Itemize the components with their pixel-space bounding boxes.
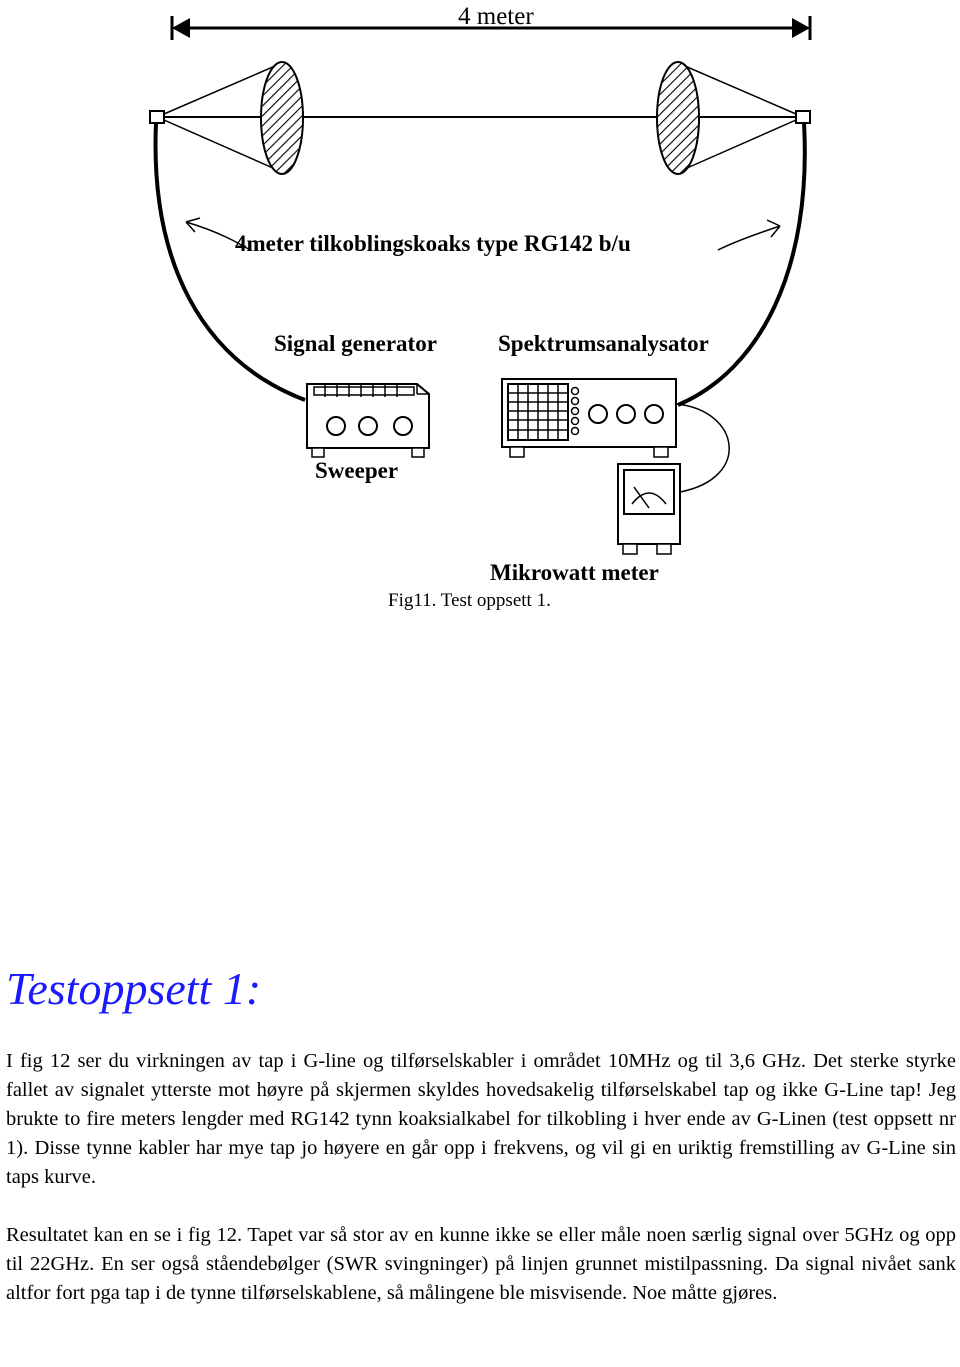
spectrum-analyzer-label: Spektrumsanalysator [498, 331, 709, 356]
signal-generator-device [307, 384, 429, 457]
right-connector [796, 111, 810, 123]
sensor-cable [676, 404, 729, 492]
microwatt-meter-device [618, 464, 680, 554]
section-heading: Testoppsett 1: [6, 963, 262, 1014]
microwatt-meter-label: Mikrowatt meter [490, 560, 659, 585]
right-cable-arrow [718, 220, 780, 250]
sweeper-label: Sweeper [315, 458, 399, 483]
right-coax-cable [678, 123, 805, 405]
spectrum-analyzer-device [502, 379, 676, 457]
paragraph-2: Resultatet kan en se i fig 12. Tapet var så stor av en kunne ikke se eller måle noen særlig signal over 5GHz og opp til 22GHz. En ser også ståendebølger (SWR svingninger) på linjen grunnet mistilpassning. Da signal nivået sank altfor fort pga tap i de tynne tilførselskablene, så målingene ble misvisende. Noe måtte gjøres. [6, 1224, 956, 1304]
test-setup-diagram [140, 0, 820, 590]
signal-generator-label: Signal generator [274, 331, 437, 356]
coax-cable-label: 4meter tilkoblingskoaks type RG142 b/u [235, 231, 631, 256]
dimension-label: 4 meter [458, 3, 534, 30]
body-text [6, 1047, 956, 1308]
paragraph-1: I fig 12 ser du virkningen av tap i G-line og tilførselskabler i området 10MHz og til 3,6 GHz. Det sterke styrke fallet av signalet ytterste mot høyre på skjermen skyldes hovedsakelig tilførselskabel tap og ikke G-Line tap! Jeg brukte to fire meters lengder med RG142 tynn koaksialkabel for tilkobling i hver ende av G-Linen (test oppsett nr 1). Disse tynne kabler har mye tap jo høyere en går opp i frekvens, og vil gi en uriktig fremstilling av G-Line sin taps kurve. [6, 1050, 956, 1188]
figure-caption: Fig11. Test oppsett 1. [388, 590, 551, 611]
left-connector [150, 111, 164, 123]
test-setup-figure [140, 0, 820, 590]
